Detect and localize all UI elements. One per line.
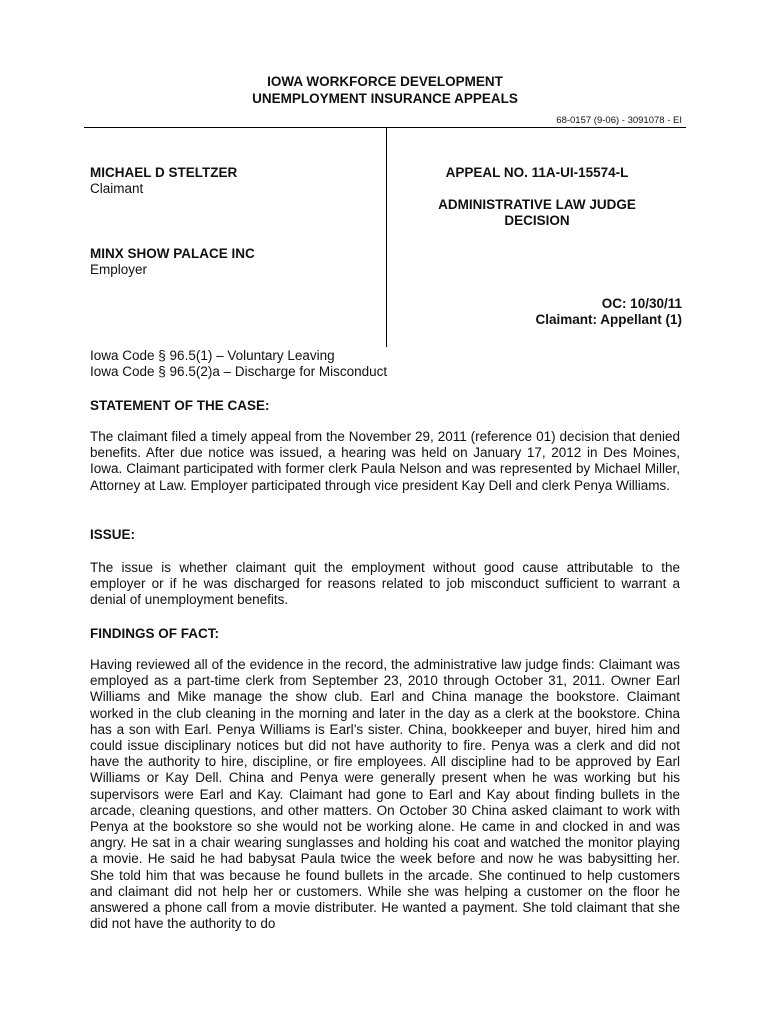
- header-rule: [84, 127, 686, 128]
- caption-divider: [386, 127, 387, 347]
- agency-title: IOWA WORKFORCE DEVELOPMENT: [267, 74, 503, 89]
- issue-heading: ISSUE:: [90, 527, 136, 542]
- division-title: UNEMPLOYMENT INSURANCE APPEALS: [252, 91, 518, 106]
- doc-type-line2: DECISION: [504, 213, 570, 228]
- employer-name: MINX SHOW PALACE INC: [90, 246, 255, 261]
- issue-paragraph: The issue is whether claimant quit the employment without good cause attributable to the employer or if he was discharged for reasons related to job misconduct sufficient to warrant a denial of unemployment benefits.: [90, 560, 680, 608]
- statement-paragraph: The claimant filed a timely appeal from the November 29, 2011 (reference 01) decision that denied benefits. After due notice was issued, a hearing was held on January 17, 2012 in Des Moines, Iowa. Claimant participated with former clerk Paula Nelson and was represented by Michael Miller, Attorney at Law. Employer participated through vice president Kay Dell and clerk Penya Williams.: [90, 429, 680, 493]
- form-number: 68-0157 (9-06) - 3091078 - EI: [556, 115, 682, 126]
- appeal-number: APPEAL NO. 11A-UI-15574-L: [445, 165, 629, 180]
- code-citation-1: Iowa Code § 96.5(1) – Voluntary Leaving: [90, 348, 335, 363]
- code-citation-2: Iowa Code § 96.5(2)a – Discharge for Misconduct: [90, 364, 388, 379]
- doc-type-line1: ADMINISTRATIVE LAW JUDGE: [438, 197, 636, 212]
- employer-role: Employer: [90, 262, 148, 277]
- claimant-name: MICHAEL D STELTZER: [90, 165, 238, 180]
- claimant-status: Claimant: Appellant (1): [535, 312, 682, 327]
- findings-heading: FINDINGS OF FACT:: [90, 626, 219, 641]
- oc-date: OC: 10/30/11: [601, 296, 682, 311]
- findings-paragraph: Having reviewed all of the evidence in the record, the administrative law judge finds: Claimant was employed as a part-time clerk from September 23, 2010 through October 31, 2011. Owner Earl Williams and Mike manage the show club. Earl and China manage the bookstore. Claimant worked in the club cleaning in the morning and later in the day as a clerk at the bookstore. China has a son with Earl. Penya Williams is Earl’s sister. China, bookkeeper and buyer, hired him and could issue disciplinary notices but did not have authority to fire. Penya was a clerk and did not have the authority to hire, discipline, or fire employees. All discipline had to be approved by Earl Williams or Kay Dell. China and Penya were generally present when he was working but his supervisors were Earl and Kay. Claimant had gone to Earl and Kay about finding bullets in the arcade, cleaning questions, and other matters. On October 30 China asked claimant to work with Penya at the bookstore so she would not be working alone. He came in and clocked in and was angry. He sat in a chair wearing sunglasses and holding his coat and watched the monitor playing a movie. He said he had babysat Paula twice the week before and now he was babysitting her. She told him that was because he found bullets in the arcade. She continued to help customers and claimant did not help her or customers. While she was helping a customer on the floor he answered a phone call from a movie distributer. He wanted a payment. She told claimant that she did not have the authority to do: [90, 657, 680, 932]
- claimant-role: Claimant: [90, 181, 144, 196]
- statement-heading: STATEMENT OF THE CASE:: [90, 398, 270, 413]
